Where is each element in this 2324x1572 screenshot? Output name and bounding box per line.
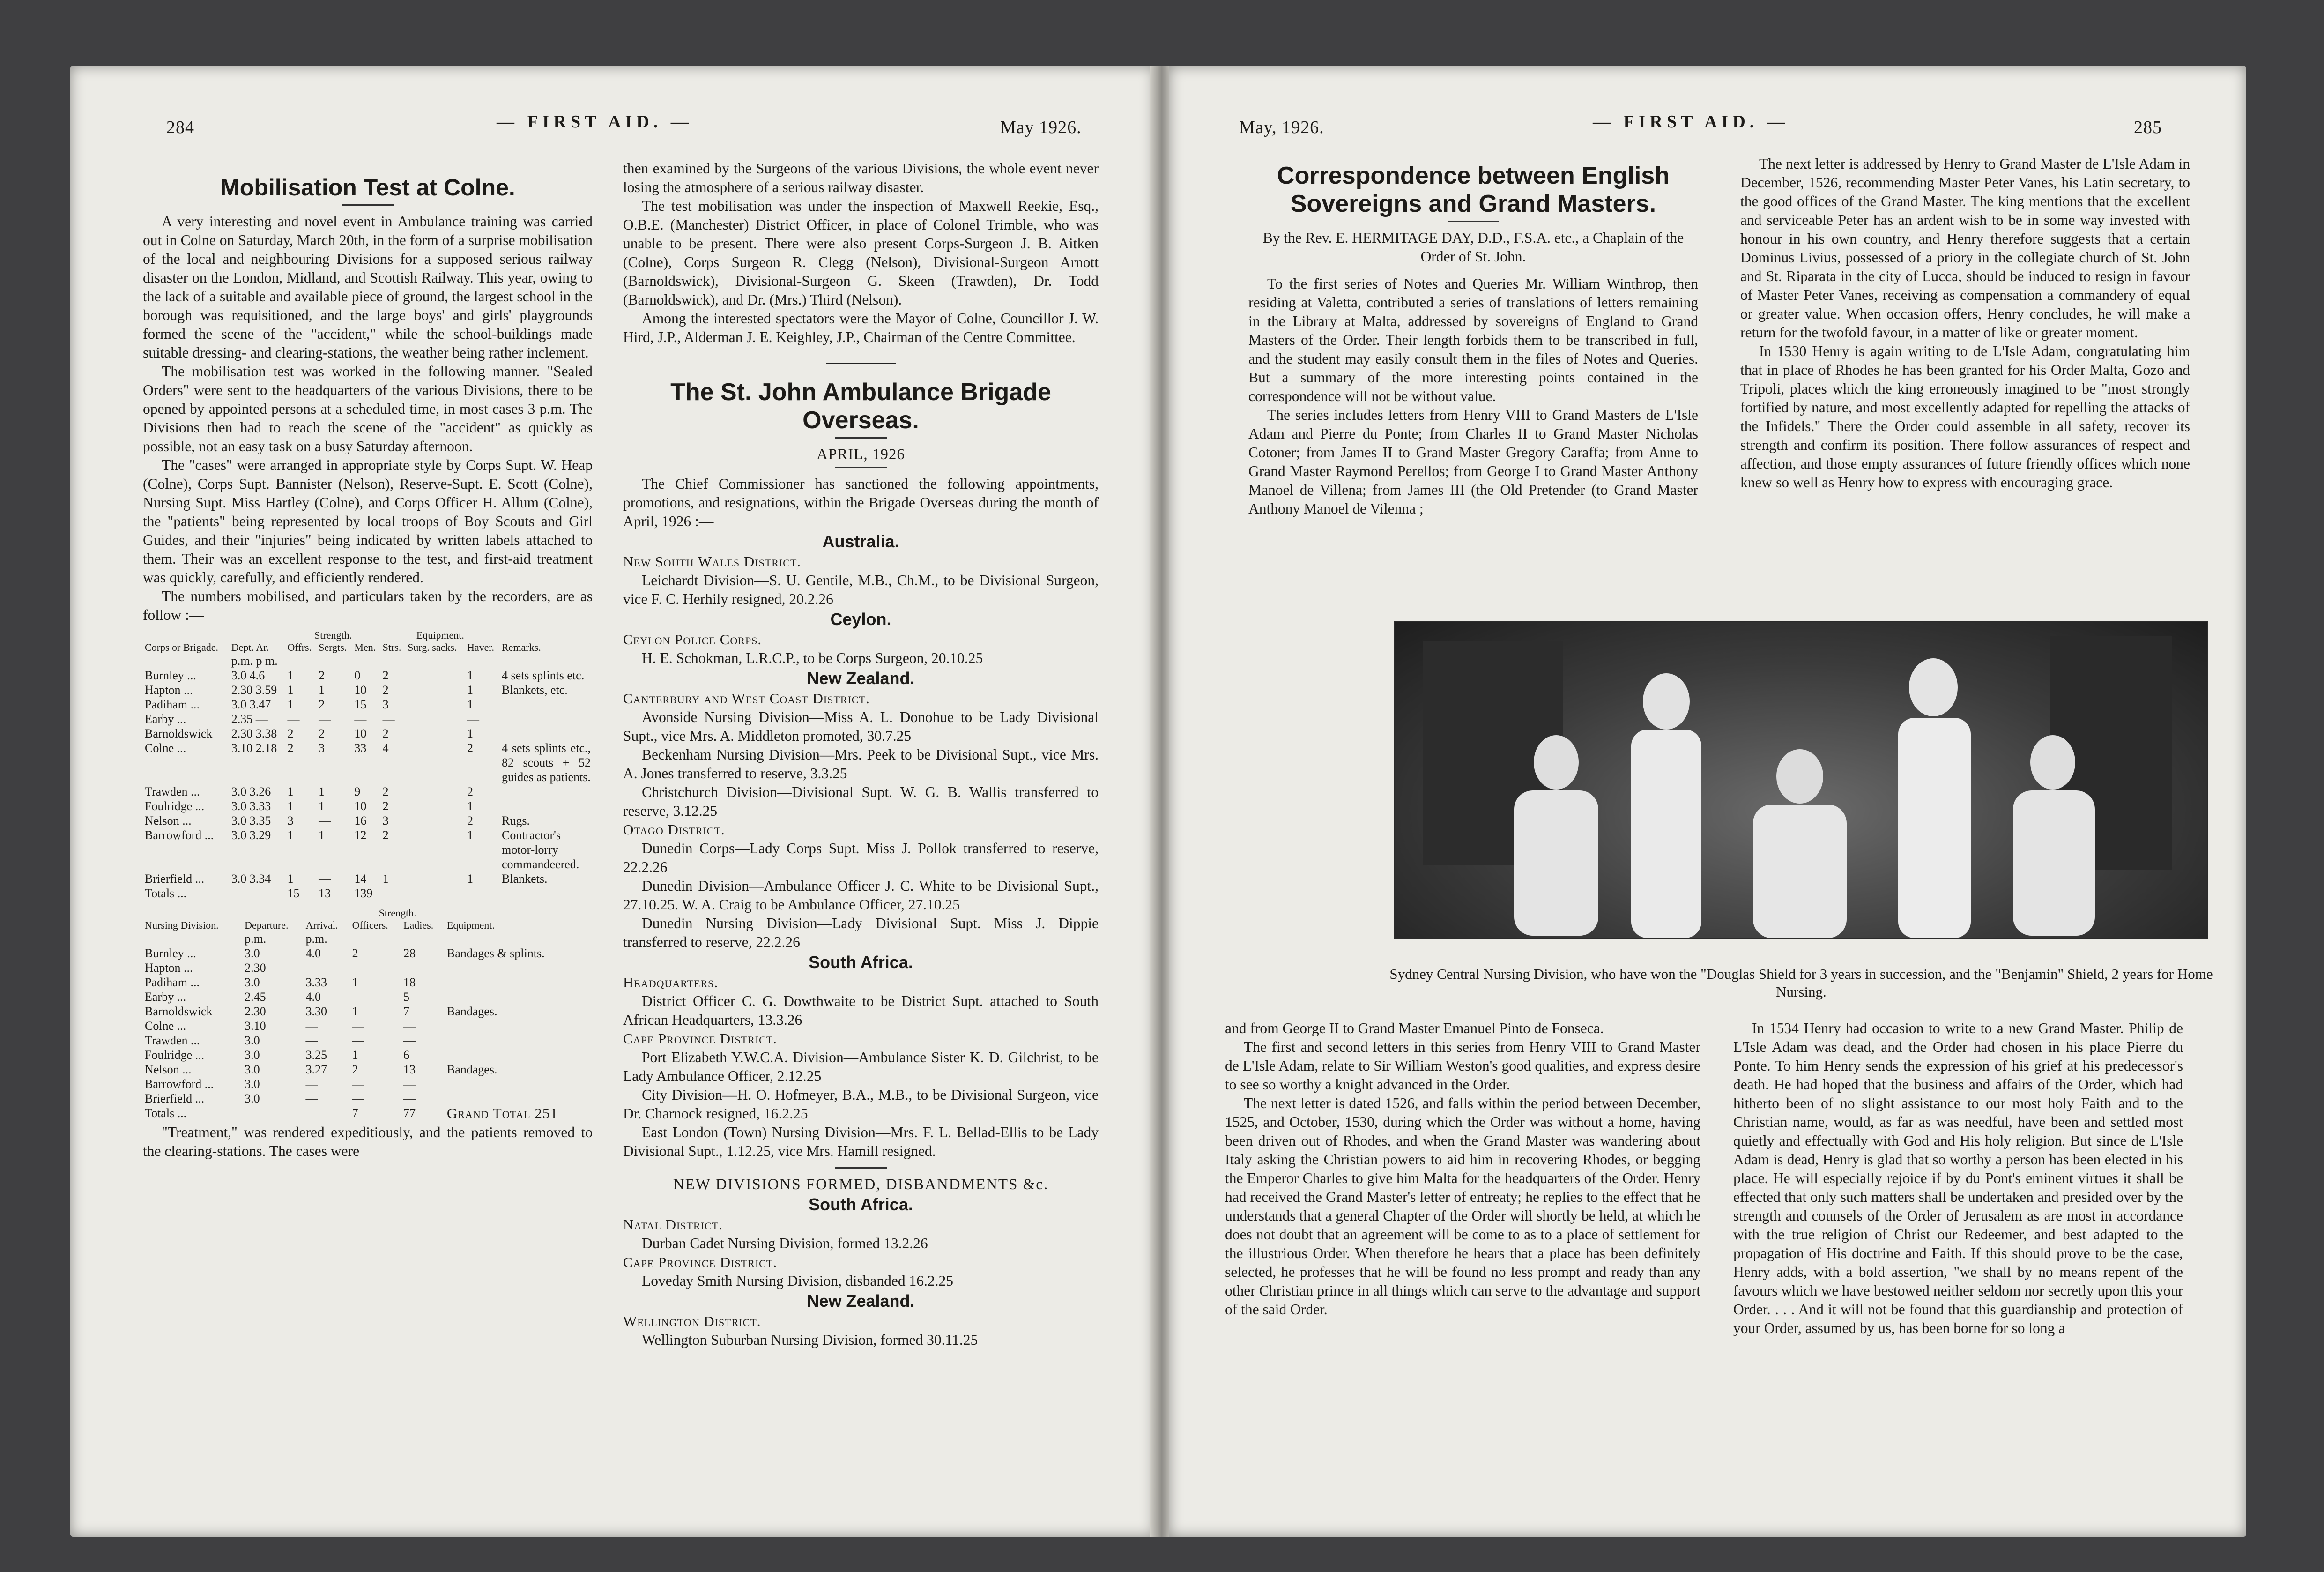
table-cell: Blankets. [502,872,548,886]
table-cell: Barnoldswick [145,1005,213,1018]
table-cell: — [305,961,318,975]
table-cell: Hapton ... [145,683,193,697]
table-cell: 10 [354,727,367,740]
overseas-intro: The Chief Commissioner has sanctioned the following appointments, promotions, and resignations, within the Brigade Overseas during the month of April, 1926 :— [623,476,1099,529]
table-row [143,683,593,697]
table-cell: 2 [382,828,389,842]
table-header: p.m. p m. [231,654,278,668]
table-cell [500,726,593,741]
table-cell: Foulridge ... [145,799,205,813]
table-cell: — [352,1034,364,1047]
table-cell [445,990,593,1004]
mobilisation-para: then examined by the Surgeons of the various Divisions, the whole event never losing the atmosphere of a serious railway disaster. [623,160,1099,195]
table-header: p.m. [245,932,267,946]
correspondence-para: The next letter is addressed by Henry to Grand Master de L'Isle Adam in December, 1526, recommending Master Peter Vanes, his Latin secretary, to the good offices of the Grand Master. The king mentions that the excellent and serviceable Peter has an ardent wish to be in some way invested with honour in his own country, and Henry therefore suggests that a certain Dominus Livius, possessed of a priory in the collegiate church of St. John and St. Riparata in the city of Lucca, should be induced to resign in favour of Master Peter Vanes, receiving as compensation a commandery of equal or greater value. When occasion offers, Henry concludes, he will make a return for the twofold favour, in a matter of like or greater moment. [1740,156,2190,341]
table-cell: 2 [352,1063,358,1076]
table-cell: Trawden ... [145,1034,200,1047]
mobilisation-para: The mobilisation test was worked in the following manner. "Sealed Orders" were sent to the headquarters of the various Divisions, there to be opened by appointed persons at a scheduled time, in most cases 3 p.m. The Divisions then had to reach the scene of the "accident" as quickly as possible, not an easy task on a busy Saturday afternoon. [143,363,593,454]
mobilisation-para: "Treatment," was rendered expeditiously, and the patients removed to the clearing-stations. The cases were [143,1124,593,1159]
table-cell: 1 [467,799,473,813]
table-cell: — [382,712,395,726]
table-header: Officers. [352,919,388,931]
district-heading: Otago District. [623,821,725,838]
table-cell: — [352,990,364,1004]
table-row [143,1091,593,1106]
table-cell: Burnley ... [145,669,196,682]
table-header: Strength. [314,629,352,641]
table-cell: 5 [403,990,410,1004]
title-rule [835,467,887,468]
table-cell: 2.30 3.59 [231,683,277,697]
table-cell: 1 [382,872,389,886]
mobilisation-para: The test mobilisation was under the inspection of Maxwell Reekie, Esq., O.B.E. (Manchester) District Officer, in place of Colonel Trimble, who was unable to be present. There were also present Corps-Surgeon J. B. Aitken (Colne), Corps Surgeon R. Clegg (Nelson), Divisional-Surgeon Arnott (Barnoldswick), Divisional-Surgeon G. Skeen (Trawden), Dr. Todd (Barnoldswick), and Dr. (Mrs.) Third (Nelson). [623,198,1099,308]
table-cell: 1 [287,698,294,711]
table-cell: 2 [382,785,389,798]
table-cell: 3.10 2.18 [231,741,277,755]
district-heading: Cape Province District. [623,1254,778,1270]
table-header: p.m. [305,932,327,946]
table-row [143,726,593,741]
title-rule [835,1167,887,1169]
correspondence-para: In 1530 Henry is again writing to de L'Isle Adam, congratulating him that in place of Rhodes he has been granted for his Order Malta, Gozo and Tripoli, places which the king erroneously imagined to be "most strongly fortified by nature, and most excellently adapted for repelling the attacks of the Infidels." There the Order could assemble in all safety, recover its strength and confirm its position. There follow assurances of respect and affection, and those empty assurances of future friendly offices which none knew so well as Henry how to express with encouraging grace. [1740,343,2190,491]
table-cell: — [305,1092,318,1105]
appointment-entry: East London (Town) Nursing Division—Mrs. F. L. Bellad-Ellis to be Lady Divisional Supt., 1.12.25, vice Mrs. Hamill resigned. [623,1124,1099,1159]
table-cell: Bandages. [446,1005,497,1018]
table-cell: 3.10 [245,1019,266,1033]
table-cell: Rugs. [502,814,530,827]
table-cell: — [352,1077,364,1091]
table-cell: 6 [403,1048,410,1062]
table-cell: Padiham ... [145,698,200,711]
table-header: Remarks. [502,641,541,653]
table-row [143,990,593,1004]
totals-cell: 13 [319,887,331,900]
photo-figures [1395,622,2207,938]
correspondence-para: The first and second letters in this series from Henry VIII to Grand Master de L'Isle Adam, relate to Sir William Weston's good qualities, and express desire to see so worthy a knight advanced in the Order. [1225,1039,1700,1093]
table-row [143,668,593,683]
table-cell: 15 [354,698,367,711]
table-cell: 4.0 [305,990,321,1004]
left-page-date: May 1926. [1000,118,1082,137]
table-cell: 2 [467,785,473,798]
table-cell: — [403,961,416,975]
table-cell [406,741,465,784]
table-cell: 4 [382,741,389,755]
table-header: Equipment. [416,629,464,641]
right-column-two-bottom [1733,1019,2183,1338]
table-cell: — [354,712,367,726]
section-divider [826,363,896,364]
table-cell [445,1019,593,1033]
table-cell: 1 [287,872,294,886]
appointment-entry: Wellington Suburban Nursing Division, formed 30.11.25 [642,1332,978,1348]
nursing-table [143,907,593,1120]
table-cell: Trawden ... [145,785,200,798]
left-column-two [623,159,1099,1349]
table-row [143,1033,593,1048]
table-header: Haver. [467,641,495,653]
table-cell: 1 [467,828,473,842]
table-cell: 3.33 [305,976,327,989]
table-cell: 3 [382,814,389,827]
appointment-entry: Dunedin Corps—Lady Corps Supt. Miss J. Pollok transferred to reserve, 22.2.26 [623,840,1099,875]
table-cell: 12 [354,828,367,842]
table-cell: — [319,712,331,726]
table-cell: 14 [354,872,367,886]
appointment-entry: District Officer C. G. Dowthwaite to be District Supt. attached to South African Headquarters, 13.3.26 [623,993,1099,1028]
appointment-entry: Dunedin Nursing Division—Lady Divisional Supt. Miss J. Dippie transferred to reserve, 22.2.26 [623,915,1099,950]
correspondence-article [1248,162,1698,518]
table-cell: Colne ... [145,1019,186,1033]
table-cell [445,961,593,975]
table-cell: 13 [403,1063,416,1076]
appointment-entry: H. E. Schokman, L.R.C.P., to be Corps Surgeon, 20.10.25 [642,650,983,666]
table-cell: 3.0 3.34 [231,872,271,886]
region-heading: South Africa. [809,1195,913,1214]
table-cell: 3.0 3.33 [231,799,271,813]
table-cell: 2.30 3.38 [231,727,277,740]
byline: By the Rev. E. HERMITAGE DAY, D.D., F.S.A. etc., a Chaplain of the Order of St. John. [1262,230,1684,265]
table-cell: 1 [287,785,294,798]
table-cell: 1 [467,698,473,711]
totals-cell: 15 [287,887,300,900]
appointment-entry: Durban Cadet Nursing Division, formed 13.2.26 [642,1235,928,1252]
totals-cell: 77 [403,1106,416,1120]
table-cell: 2.30 [245,961,266,975]
district-heading: Natal District. [623,1216,723,1233]
table-cell: 1 [467,727,473,740]
table-cell: Bandages & splints. [446,946,545,960]
table-cell: Barrowford ... [145,1077,214,1091]
region-heading: New Zealand. [807,1291,915,1311]
table-cell: 3.0 3.26 [231,785,271,798]
table-header: Men. [354,641,376,653]
table-cell: 1 [287,799,294,813]
table-cell [406,828,465,872]
table-row [143,872,593,886]
table-cell [500,712,593,726]
table-cell: Earby ... [145,712,186,726]
table-header: Offrs. [287,641,312,653]
correspondence-para: The next letter is dated 1526, and falls within the period between December, 1525, and October, 1530, during which the Order was without a home, having been driven out of Rhodes, and when the Grand Master was wandering about Italy asking the Christian powers to aid him in recovering Rhodes, or begging the Emperor Charles to give him Malta for the headquarters of the Order. Henry had received the Grand Master's letter of entreaty; he replies to the effect that he understands that a general Chapter of the Order will shortly be held, at which he does not doubt that an agreement will be come to as to a place of settlement for the illustrious Order. When therefore he hears that a place has been definitely selected, he professes that he will be found no less prompt and ready than any other Christian prince in all things which can serve to the advantage and support of the said Order. [1225,1095,1700,1318]
correspondence-para: and from George II to Grand Master Emanuel Pinto de Fonseca. [1225,1020,1604,1036]
district-heading: Ceylon Police Corps. [623,631,762,648]
table-row [143,697,593,712]
table-cell: 2 [287,727,294,740]
table-row [143,1077,593,1091]
table-cell: — [305,1034,318,1047]
table-cell: 4.0 [305,946,321,960]
table-header: Departure. [245,919,289,931]
table-cell: 1 [319,799,325,813]
table-cell: 4 sets splints etc. [502,669,585,682]
mobilisation-para: A very interesting and novel event in Ambulance training was carried out in Colne on Saturday, March 20th, in the form of a surprise mobilisation of the local and neighbouring Divisions for a supposed serious railway disaster on the London, Midland, and Scottish Railway. This year, owing to the lack of a suitable and available piece of ground, the largest school in the borough was requisitioned, and the large boys' and girls' playgrounds formed the scene of the "accident," while the school-buildings made suitable dressing- and clearing-stations, the weather being rather inclement. [143,213,593,361]
table-cell: 1 [467,872,473,886]
table-header: Equipment. [446,919,495,931]
totals-cell: 7 [352,1106,358,1120]
mobilisation-title: Mobilisation Test at Colne. [220,174,515,201]
table-cell [406,712,465,726]
table-cell: 2 [352,946,358,960]
district-heading: Canterbury and West Coast District. [623,690,870,707]
totals-cell: 139 [354,887,373,900]
table-cell: — [352,1092,364,1105]
table-cell: 4 sets splints etc., 82 scouts + 52 guides as patients. [502,741,591,784]
table-cell: — [467,712,479,726]
table-cell [406,799,465,813]
table-header: Sergts. [319,641,347,653]
overseas-title: The St. John Ambulance Brigade Overseas. [670,379,1051,434]
table-cell: Nelson ... [145,1063,192,1076]
appointment-entry: Dunedin Division—Ambulance Officer J. C. White to be Divisional Supt., 27.10.25. W. A. Craig to be Ambulance Officer, 27.10.25 [623,878,1099,913]
table-cell: 3.0 [245,1063,260,1076]
table-cell: 1 [287,683,294,697]
table-cell [445,1091,593,1106]
right-column-two-top [1740,155,2190,492]
table-cell: 2 [467,741,473,755]
mobilisation-para: The "cases" were arranged in appropriate style by Corps Supt. W. Heap (Colne), Corps Supt. Bannister (Nelson), Reserve-Supt. E. Scott (Colne), Nursing Supt. Miss Hartley (Colne), and Corps Officer H. Allum (Colne), the "patients" being represented by local troops of Boy Scouts and Girl Guides, and their "injuries" being indicated by written labels attached to them. Their was an excellent response to the test, and first-aid treatment was quickly, carefully, and efficiently rendered. [143,457,593,586]
table-cell: 10 [354,683,367,697]
table-cell: Colne ... [145,741,186,755]
table-header: Arrival. [305,919,338,931]
table-cell: 3 [382,698,389,711]
table-cell [500,784,593,799]
table-cell: — [403,1034,416,1047]
table-cell [406,683,465,697]
correspondence-para: In 1534 Henry had occasion to write to a new Grand Master. Philip de L'Isle Adam was dead, and the Order had chosen in his place Pierre du Ponte. To him Henry sends the expression of his grief at his predecessor's death. He had hoped that the business and affairs of the Order, which had hitherto been of no slight assistance to our most holy Faith and to the Christian name, would, as far as was needful, have been and settled most quietly and effectually with God and His holy religion. But since de L'Isle Adam is dead, Henry is glad that so worthy a person has been elected in his place. He will especially rejoice if by du Pont's eminent virtues it shall be effected that only such matters shall be undertaken and presided over by the strength and counsels of the Order of Jerusalem as are most in accordance with the true religion of Christ our Redeemer, and best adapted to the propagation of His doctrine and Faith. If this should prove to be the case, Henry adds, with a bold assertion, "we shall by no means repent of the favours which we have bestowed neither seldom nor secretly upon this your Order. . . . And it will not be found that this guardianship and protection of your Order, assumed by us, has been borne for so long a [1733,1020,2183,1336]
table-cell: 1 [287,669,294,682]
region-heading: Ceylon. [830,610,891,629]
table-row [143,799,593,813]
table-cell: — [403,1092,416,1105]
table-cell: 1 [467,669,473,682]
table-cell: 7 [403,1005,410,1018]
totals-label: Totals ... [145,1106,187,1120]
left-running-head: — FIRST AID. — [497,112,693,132]
table-cell: Hapton ... [145,961,193,975]
table-cell: Padiham ... [145,976,200,989]
correspondence-title: Correspondence between English Sovereigns and Grand Masters. [1277,162,1670,217]
table-cell [406,813,465,828]
region-heading: New Zealand. [807,669,915,688]
table-row [143,828,593,872]
left-page-number: 284 [166,118,194,137]
table-cell: Brierfield ... [145,872,205,886]
totals-label: Totals ... [145,887,187,900]
table-cell: 3.0 [245,976,260,989]
table-cell: 2 [382,683,389,697]
right-running-head: — FIRST AID. — [1593,112,1789,132]
mobilisation-para: Among the interested spectators were the Mayor of Colne, Councillor J. W. Hird, J.P., Alderman J. E. Keighley, J.P., Chairman of the Centre Committee. [623,310,1099,345]
table-row [143,975,593,990]
region-heading: South Africa. [809,953,913,972]
table-cell: 2.35 — [231,712,268,726]
table-cell: 3.0 [245,1034,260,1047]
table-cell: 0 [354,669,361,682]
appointment-entry: Avonside Nursing Division—Miss A. L. Donohue to be Lady Divisional Supt., vice Mrs. A. Middleton promoted, 30.7.25 [623,709,1099,744]
table-cell: 2 [467,814,473,827]
grand-total: Grand Total 251 [446,1105,558,1121]
table-header: Corps or Brigade. [145,641,219,653]
appointment-entry: Beckenham Nursing Division—Mrs. Peek to be Divisional Supt., vice Mrs. A. Jones transferred to reserve, 3.3.25 [623,746,1099,782]
photo-caption: Sydney Central Nursing Division, who have won the "Douglas Shield for 3 years in succession, and the "Benjamin" Shield, 2 years for Home Nursing. [1389,966,2213,1000]
table-cell [445,1077,593,1091]
table-row [143,1004,593,1019]
overseas-month: APRIL, 1926 [817,446,905,463]
table-cell: 1 [319,785,325,798]
table-cell: Nelson ... [145,814,192,827]
district-heading: New South Wales District. [623,553,802,570]
table-cell: 2 [382,669,389,682]
correspondence-para: To the first series of Notes and Queries Mr. William Winthrop, then residing at Valetta, contributed a series of translations of letters remaining in the Library at Malta, addressed by sovereigns of England to Grand Masters of the Order. Their length forbids them to be transcribed in full, and the student may easily consult them in the files of Notes and Queries. But a summary of the more interesting points contained in the correspondence will not be without value. [1248,276,1698,404]
table-header: Ladies. [403,919,434,931]
table-cell: 1 [352,1048,358,1062]
table-cell: 28 [403,946,416,960]
table-cell [445,1048,593,1062]
table-cell: 1 [352,976,358,989]
table-cell: — [305,1077,318,1091]
right-page-date: May, 1926. [1239,118,1324,137]
table-cell: 2 [319,698,325,711]
table-cell: 10 [354,799,367,813]
title-rule [1448,221,1499,222]
table-cell: Barnoldswick [145,727,213,740]
table-cell: 1 [319,683,325,697]
title-rule [835,437,887,439]
table-row [143,946,593,961]
table-cell: 3 [319,741,325,755]
table-cell: 3.25 [305,1048,327,1062]
table-cell: 3.0 4.6 [231,669,265,682]
table-row [143,1019,593,1033]
table-cell: — [287,712,300,726]
appointment-entry: City Division—H. O. Hofmeyer, B.A., M.B., to be Divisional Surgeon, vice Dr. Charnock resigned, 16.2.25 [623,1087,1099,1122]
table-cell: — [352,961,364,975]
correspondence-para: The series includes letters from Henry VIII to Grand Masters de L'Isle Adam and Pierre du Ponte; from Charles II to Grand Master Nicholas Cotoner; from James II to Grand Master Gregory Caraffa; from Anne to Grand Master Raymond Perellos; from George I to Grand Master Anthony Manoel de Villena; from James III (the Old Pretender (to Grand Master Anthony Manoel de Vilenna ; [1248,407,1698,517]
district-heading: Cape Province District. [623,1030,778,1047]
table-cell: 3.0 3.29 [231,828,271,842]
table-cell: 1 [319,828,325,842]
table-row [143,813,593,828]
table-cell: — [319,872,331,886]
table-row [143,961,593,975]
district-heading: Headquarters. [623,974,719,991]
right-page-number: 285 [2134,118,2162,137]
table-cell: 2 [319,669,325,682]
table-cell: 3.0 3.47 [231,698,271,711]
table-cell: Bandages. [446,1063,497,1076]
table-cell [445,975,593,990]
table-cell: 3 [287,814,294,827]
mobilisation-article [143,173,593,1161]
table-cell: Earby ... [145,990,186,1004]
table-cell [500,697,593,712]
table-cell [406,668,465,683]
table-cell: 2 [319,727,325,740]
table-cell: 1 [352,1005,358,1018]
table-header: Dept. Ar. [231,641,269,653]
table-cell: 3.0 [245,946,260,960]
region-heading: Australia. [822,532,899,551]
table-header: Nursing Division. [145,919,219,931]
appointment-entry: Port Elizabeth Y.W.C.A. Division—Ambulance Sister K. D. Gilchrist, to be Lady Ambulance Officer, 2.12.25 [623,1049,1099,1084]
corps-table [143,629,593,901]
table-cell: 3.0 [245,1077,260,1091]
appointment-entry: Loveday Smith Nursing Division, disbanded 16.2.25 [642,1273,953,1289]
table-cell: 3.0 [245,1092,260,1105]
table-cell [406,784,465,799]
table-cell: 3.0 [245,1048,260,1062]
table-row [143,1062,593,1077]
table-cell: — [305,1019,318,1033]
table-cell: 2.45 [245,990,266,1004]
table-cell: 1 [467,683,473,697]
right-column-one-bottom [1225,1019,1700,1319]
table-cell: 3.0 3.35 [231,814,271,827]
table-cell: 2 [382,799,389,813]
table-cell: 16 [354,814,367,827]
table-cell: Blankets, etc. [502,683,568,697]
table-cell: 3.30 [305,1005,327,1018]
table-cell: 1 [287,828,294,842]
table-cell [445,1033,593,1048]
table-cell: Barrowford ... [145,828,214,842]
table-cell: Contractor's motor-lorry commandeered. [502,828,579,871]
table-cell [406,872,465,886]
district-heading: Wellington District. [623,1313,761,1329]
table-cell: — [352,1019,364,1033]
table-cell: — [319,814,331,827]
table-cell: 2 [382,727,389,740]
table-cell [406,726,465,741]
table-cell: — [403,1019,416,1033]
table-row [143,712,593,726]
appointment-entry: Leichardt Division—S. U. Gentile, M.B., Ch.M., to be Divisional Surgeon, vice F. C. Herhily resigned, 20.2.26 [623,572,1099,607]
table-row [143,741,593,784]
table-cell [406,697,465,712]
table-cell [500,799,593,813]
table-cell: Brierfield ... [145,1092,205,1105]
new-divisions-heading: NEW DIVISIONS FORMED, DISBANDMENTS &c. [673,1176,1049,1193]
title-rule [342,204,394,206]
table-cell: Burnley ... [145,946,196,960]
table-row [143,784,593,799]
table-cell: 2 [287,741,294,755]
table-cell: 2.30 [245,1005,266,1018]
nurses-photograph [1394,621,2208,939]
table-header: Surg. sacks. [408,641,457,653]
table-header: Strs. [382,641,401,653]
mobilisation-para: The numbers mobilised, and particulars taken by the recorders, are as follow :— [143,588,593,623]
appointment-entry: Christchurch Division—Divisional Supt. W. G. B. Wallis transferred to reserve, 3.12.25 [623,784,1099,819]
table-row [143,1048,593,1062]
table-cell: 18 [403,976,416,989]
table-header: Strength. [379,907,416,919]
table-cell: 33 [354,741,367,755]
table-cell: — [403,1077,416,1091]
table-cell: 9 [354,785,361,798]
table-cell: Foulridge ... [145,1048,205,1062]
table-cell: 3.27 [305,1063,327,1076]
